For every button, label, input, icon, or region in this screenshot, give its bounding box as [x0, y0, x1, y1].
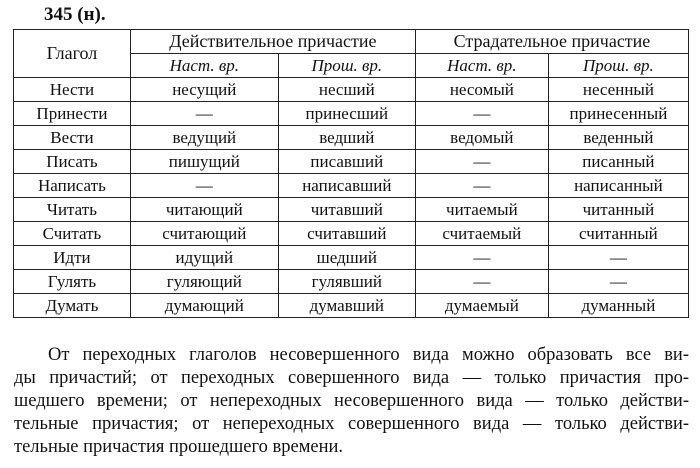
active-present-cell: читающий: [130, 198, 278, 222]
table-row: [14, 198, 689, 222]
active-past-header: Прош. вр.: [278, 54, 415, 78]
table-row: [14, 150, 689, 174]
passive-present-cell: несомый: [415, 78, 548, 102]
active-past-cell: принесший: [278, 102, 415, 126]
exercise-number: 345 (н).: [44, 4, 106, 25]
active-present-cell: считающий: [130, 222, 278, 246]
active-past-cell: шедший: [278, 246, 415, 270]
passive-present-cell: думаемый: [415, 294, 548, 318]
verb-cell: Вести: [14, 126, 131, 150]
active-participle-header: Действительное причастие: [130, 30, 415, 54]
passive-past-header: Прош. вр.: [548, 54, 688, 78]
passive-past-cell: веденный: [548, 126, 688, 150]
table-row: [14, 174, 689, 198]
passive-past-cell: —: [548, 270, 688, 294]
paragraph-line: тельные причастия; от непереходных совершенного вида — только действи-: [14, 414, 689, 434]
passive-present-cell: ведомый: [415, 126, 548, 150]
active-past-cell: написавший: [278, 174, 415, 198]
passive-present-cell: читаемый: [415, 198, 548, 222]
passive-present-cell: —: [415, 246, 548, 270]
paragraph-line: тельные причастия прошедшего времени.: [14, 437, 344, 457]
paragraph-line: шедшего времени; от непереходных несовершенного вида — только действи-: [14, 391, 689, 411]
passive-past-cell: читанный: [548, 198, 688, 222]
table-row: [14, 78, 689, 102]
table-row: [14, 270, 689, 294]
active-present-cell: ведущий: [130, 126, 278, 150]
table-row: [14, 126, 689, 150]
verb-cell: Писать: [14, 150, 131, 174]
table-row: [14, 222, 689, 246]
verb-cell: Принести: [14, 102, 131, 126]
passive-past-cell: писанный: [548, 150, 688, 174]
table-row: [14, 294, 689, 318]
active-past-cell: несший: [278, 78, 415, 102]
passive-participle-header: Страдательное причастие: [415, 30, 688, 54]
table-row: [14, 102, 689, 126]
passive-past-cell: думанный: [548, 294, 688, 318]
participles-table: [13, 29, 689, 318]
verb-cell: Написать: [14, 174, 131, 198]
verb-cell: Читать: [14, 198, 131, 222]
verb-cell: Думать: [14, 294, 131, 318]
passive-past-cell: считанный: [548, 222, 688, 246]
active-present-cell: пишущий: [130, 150, 278, 174]
passive-present-cell: —: [415, 270, 548, 294]
table-header-row: [14, 30, 689, 54]
active-past-cell: считавший: [278, 222, 415, 246]
passive-past-cell: написанный: [548, 174, 688, 198]
verb-cell: Идти: [14, 246, 131, 270]
active-present-header: Наст. вр.: [130, 54, 278, 78]
active-past-cell: читавший: [278, 198, 415, 222]
active-present-cell: гуляющий: [130, 270, 278, 294]
passive-present-cell: —: [415, 174, 548, 198]
verb-cell: Гулять: [14, 270, 131, 294]
passive-present-cell: —: [415, 150, 548, 174]
passive-present-header: Наст. вр.: [415, 54, 548, 78]
passive-present-cell: —: [415, 102, 548, 126]
active-past-cell: писавший: [278, 150, 415, 174]
verb-cell: Считать: [14, 222, 131, 246]
active-past-cell: ведший: [278, 126, 415, 150]
rule-paragraph: [14, 344, 689, 459]
active-past-cell: гулявший: [278, 270, 415, 294]
active-present-cell: —: [130, 174, 278, 198]
active-past-cell: думавший: [278, 294, 415, 318]
passive-present-cell: считаемый: [415, 222, 548, 246]
active-present-cell: —: [130, 102, 278, 126]
passive-past-cell: —: [548, 246, 688, 270]
passive-past-cell: несенный: [548, 78, 688, 102]
active-present-cell: идущий: [130, 246, 278, 270]
passive-past-cell: принесенный: [548, 102, 688, 126]
verb-column-header: Глагол: [14, 30, 131, 78]
verb-cell: Нести: [14, 78, 131, 102]
paragraph-line: От переходных глаголов несовершенного вида можно образовать все ви-: [48, 345, 689, 365]
active-present-cell: думающий: [130, 294, 278, 318]
paragraph-line: ды причастий; от переходных совершенного вида — только причастия про-: [14, 368, 689, 388]
active-present-cell: несущий: [130, 78, 278, 102]
table-row: [14, 246, 689, 270]
